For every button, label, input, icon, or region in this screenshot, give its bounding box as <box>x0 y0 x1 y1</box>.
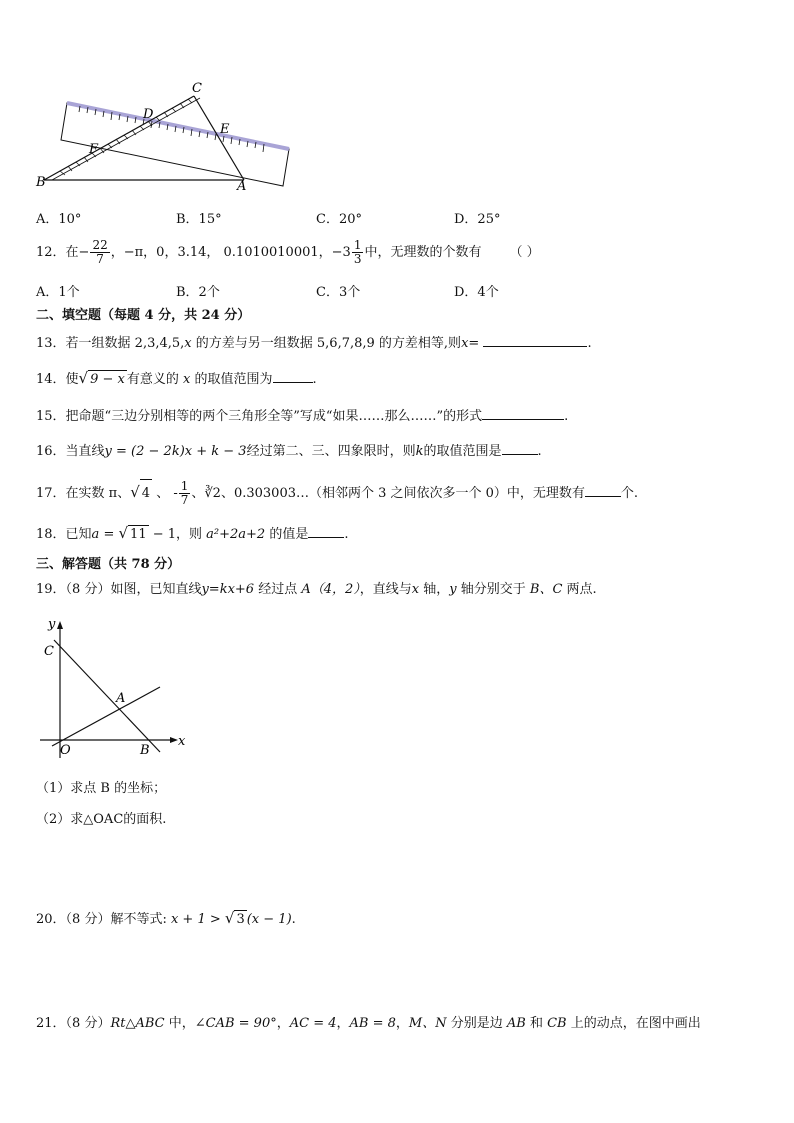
q18-answer-blank[interactable] <box>308 524 344 538</box>
q17-sqrt4: 4 <box>140 479 152 508</box>
section-fill-in-heading: 二、填空题（每题 4 分，共 24 分） <box>36 308 251 323</box>
q16-formula: y = (2 − 2k)x + k − 3 <box>104 444 247 459</box>
figure-coordinate-plane <box>36 612 196 760</box>
q12-option-d: D．4个 <box>454 285 499 300</box>
q20-radicand: 3 <box>236 912 245 927</box>
q19-sub1: （1）求点 B 的坐标； <box>36 781 167 796</box>
q17-stem: 17．在实数 π、√ 4 、 - $\frac{1}{7}$ 、∛2、0.303003…（相邻两个 3 之间依次多一个 0）中，无理数有 个. <box>36 479 639 507</box>
q11-option-d: D．25° <box>454 212 501 227</box>
label-F: F <box>89 142 99 157</box>
point-label-O: O <box>60 743 71 758</box>
q19-sub2: （2）求△OAC的面积. <box>36 812 167 827</box>
q15-answer-blank[interactable] <box>482 406 564 420</box>
q12-suffix: 中，无理数的个数有 <box>364 245 482 260</box>
q11-option-c: C．20° <box>316 212 362 227</box>
q17-cuberoot: ∛2 <box>204 486 221 501</box>
q12-mid: ，−π，0，3.14， 0.1010010001， <box>110 245 332 260</box>
q16-answer-blank[interactable] <box>502 441 538 455</box>
q11-option-a: A．10° <box>36 212 82 227</box>
q19-stem: 19．（8 分）如图，已知直线y=kx+6 经过点 A（4，2），直线与x 轴，y 轴分别交于 B、C 两点. <box>36 582 597 597</box>
q12-option-a: A．1个 <box>36 285 80 300</box>
q20-stem: 20．（8 分）解不等式: x + 1 > √ 3 (x − 1). <box>36 909 296 927</box>
y-axis-arrow <box>57 621 63 629</box>
q18-stem: 18．已知a = √ 11 − 1，则 a²+2a+2 的值是 . <box>36 524 349 542</box>
diag-ticks <box>60 99 192 175</box>
x-axis-arrow <box>170 737 178 743</box>
label-A: A <box>237 179 247 194</box>
q14-answer-blank[interactable] <box>273 369 313 383</box>
q12-answer-paren: （ ） <box>509 245 540 260</box>
q17-fraction-1-7: $\frac{1}{7}$ <box>180 479 189 507</box>
q11-option-b: B．15° <box>176 212 222 227</box>
q12-minus: − <box>78 245 90 260</box>
line-OA <box>52 687 160 746</box>
label-D: D <box>143 107 154 122</box>
label-C: C <box>192 81 202 96</box>
point-label-B: B <box>140 743 150 758</box>
q12-option-b: B．2个 <box>176 285 220 300</box>
label-B: B <box>36 175 46 190</box>
q16-stem: 16．当直线y = (2 − 2k)x + k − 3经过第二、三、四象限时，则k的取值范围是 . <box>36 441 542 461</box>
q13-answer-blank[interactable] <box>483 333 587 347</box>
section-solve-heading: 三、解答题（共 78 分） <box>36 557 181 572</box>
figure-triangle-ruler <box>30 76 300 196</box>
q12-prefix: 12．在 <box>36 245 79 260</box>
q13-stem: 13．若一组数据 2,3,4,5,x 的方差与另一组数据 5,6,7,8,9 的方差相等,则x= . <box>36 333 592 353</box>
q12-fraction-1-3: $\frac{1}{3}$ <box>353 238 362 266</box>
q14-stem: 14．使√ 9 − x 有意义的 x 的取值范围为 . <box>36 369 317 387</box>
point-label-C: C <box>44 644 54 659</box>
q12-mixed-whole: −3 <box>331 245 351 260</box>
point-label-A: A <box>116 691 126 706</box>
axis-label-x: x <box>178 734 186 749</box>
ruler-edge-diag <box>52 98 200 180</box>
q12-option-c: C．3个 <box>316 285 361 300</box>
q14-radicand: 9 − x <box>90 372 125 387</box>
q17-answer-blank[interactable] <box>585 483 621 497</box>
q15-stem: 15．把命题“三边分别相等的两个三角形全等”写成“如果……那么……”的形式 . <box>36 406 568 426</box>
label-E: E <box>220 122 230 137</box>
axis-label-y: y <box>48 617 56 632</box>
q18-radicand: 11 <box>130 527 147 542</box>
q12-stem <box>36 238 540 268</box>
q12-fraction-22-7: $\frac{22}{7}$ <box>92 238 108 266</box>
q21-stem: 21．（8 分）Rt△ABC 中，∠CAB = 90°，AC = 4，AB = 8，M、N 分别是边 AB 和 CB 上的动点，在图中画出 <box>36 1016 701 1031</box>
